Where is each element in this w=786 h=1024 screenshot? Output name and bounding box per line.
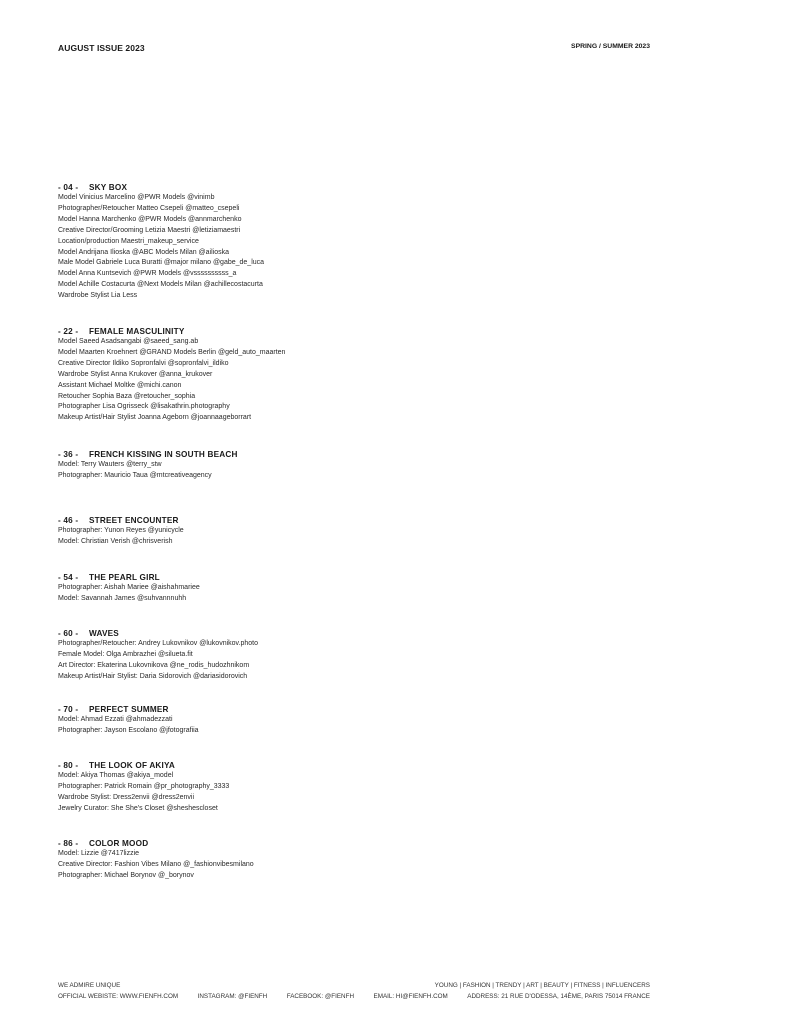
credit-section xyxy=(58,628,258,683)
credit-line: Model: Akiya Thomas @akiya_model xyxy=(58,772,174,779)
credit-line: Wardrobe Stylist Lia Less xyxy=(58,292,138,300)
page-number: - 60 - xyxy=(58,629,79,638)
credit-line: Wardrobe Stylist Anna Krukover @anna_krukover xyxy=(58,370,213,378)
credit-section xyxy=(58,515,184,548)
credit-line: Model: Terry Wauters @terry_stw xyxy=(58,461,162,468)
credit-line: Model Anna Kuntsevich @PWR Models @vssssssssss_a xyxy=(58,270,237,278)
credit-line: Model Saeed Asadsangabi @saeed_sang.ab xyxy=(58,338,199,345)
credit-line: Creative Director/Grooming Letizia Maestri @letiziamaestri xyxy=(58,226,241,234)
credit-line: Creative Director: Fashion Vibes Milano @_fashionvibesmilano xyxy=(58,860,254,868)
section-heading xyxy=(58,515,184,526)
credit-line: Photographer: Aishah Mariee @aishahmariee xyxy=(58,584,200,591)
footer-address: ADDRESS: 21 RUE D'ODESSA, 14ÈME, PARIS 75014 FRANCE xyxy=(467,993,650,1000)
credit-section xyxy=(58,182,264,302)
section-heading xyxy=(58,326,285,337)
page-number: - 86 - xyxy=(58,839,79,848)
credit-line: Photographer: Michael Borynov @_borynov xyxy=(58,871,194,879)
credit-line: Makeup Artist/Hair Stylist: Daria Sidorovich @dariasidorovich xyxy=(58,672,248,680)
credit-line: Creative Director Ildiko Sopronfalvi @sopronfalvi_ildiko xyxy=(58,359,229,367)
section-heading xyxy=(58,838,254,849)
credit-line: Art Director: Ekaterina Lukovnikova @ne_rodis_hudozhnikom xyxy=(58,661,250,669)
credit-line: Location/production Maestri_makeup_service xyxy=(58,237,199,245)
credit-line: Photographer/Retoucher Matteo Csepeli @matteo_csepeli xyxy=(58,204,240,212)
section-title: FEMALE MASCULINITY xyxy=(89,327,185,336)
credit-line: Wardrobe Stylist: Dress2envii @dress2envii xyxy=(58,793,195,801)
page-number: - 54 - xyxy=(58,573,79,582)
credit-line: Model Maarten Kroehnert @GRAND Models Berlin @geld_auto_maarten xyxy=(58,348,286,356)
section-heading xyxy=(58,628,258,639)
page-number: - 36 - xyxy=(58,450,79,459)
section-heading xyxy=(58,572,200,583)
page-number: - 46 - xyxy=(58,516,79,525)
footer-tagline: WE ADMIRE UNIQUE xyxy=(58,982,121,989)
credit-line: Photographer: Patrick Romain @pr_photography_3333 xyxy=(58,782,230,790)
page-number: - 70 - xyxy=(58,705,79,714)
section-heading xyxy=(58,182,264,193)
credit-section xyxy=(58,449,238,482)
section-title: THE LOOK OF AKIYA xyxy=(89,761,176,770)
credit-line: Model: Savannah James @suhvannnuhh xyxy=(58,594,187,602)
footer-instagram[interactable]: INSTAGRAM: @FIENFH xyxy=(197,993,268,1000)
credit-line: Makeup Artist/Hair Stylist Joanna Ageborn @joannaageborrart xyxy=(58,414,252,422)
credit-line: Photographer: Jayson Escolano @jfotografiia xyxy=(58,726,199,734)
credit-line: Male Model Gabriele Luca Buratti @major milano @gabe_de_luca xyxy=(58,259,265,267)
credit-line: Model Achille Costacurta @Next Models Milan @achillecostacurta xyxy=(58,281,263,289)
season-label: SPRING / SUMMER 2023 xyxy=(571,43,650,50)
credit-line: Photographer/Retoucher: Andrey Lukovnikov @lukovnikov.photo xyxy=(58,640,258,647)
credit-section xyxy=(58,326,285,424)
footer-categories: YOUNG | FASHION | TRENDY | ART | BEAUTY | FITNESS | INFLUENCERS xyxy=(434,982,650,989)
footer-contact-row xyxy=(58,993,650,1000)
credit-section xyxy=(58,572,200,605)
credit-line: Model Vinicius Marcelino @PWR Models @vinimb xyxy=(58,194,215,201)
credit-line: Photographer: Yunon Reyes @yunicycle xyxy=(58,527,184,534)
section-title: THE PEARL GIRL xyxy=(89,573,160,582)
credit-line: Model: Lizzie @7417lizzie xyxy=(58,850,140,857)
section-title: FRENCH KISSING IN SOUTH BEACH xyxy=(89,450,238,459)
credit-section xyxy=(58,704,199,737)
section-heading xyxy=(58,760,229,771)
credit-line: Model Andrijana Ilioska @ABC Models Milan @ailioska xyxy=(58,248,230,256)
footer-facebook[interactable]: FACEBOOK: @FIENFH xyxy=(286,993,354,1000)
section-title: SKY BOX xyxy=(89,183,128,192)
section-title: PERFECT SUMMER xyxy=(89,705,169,714)
footer-email[interactable]: EMAIL: HI@FIENFH.COM xyxy=(373,993,448,1000)
page-number: - 80 - xyxy=(58,761,79,770)
credit-line: Photographer: Mauricio Taua @mtcreativeagency xyxy=(58,471,212,479)
credit-line: Jewelry Curator: She She's Closet @sheshescloset xyxy=(58,804,218,812)
credit-section xyxy=(58,838,254,882)
credit-section xyxy=(58,760,229,815)
credit-line: Photographer Lisa Ogrisseck @lisakathrin.photography xyxy=(58,403,230,411)
page-number: - 04 - xyxy=(58,183,79,192)
section-title: STREET ENCOUNTER xyxy=(89,516,179,525)
credit-line: Model: Christian Verish @chrisverish xyxy=(58,537,173,545)
credit-line: Retoucher Sophia Baza @retoucher_sophia xyxy=(58,392,196,400)
credit-line: Assistant Michael Moltke @michi.canon xyxy=(58,381,182,389)
issue-title: AUGUST ISSUE 2023 xyxy=(58,43,145,53)
credit-line: Model: Ahmad Ezzati @ahmadezzati xyxy=(58,716,173,723)
section-heading xyxy=(58,449,238,460)
page-number: - 22 - xyxy=(58,327,79,336)
section-heading xyxy=(58,704,199,715)
footer-website[interactable]: OFFICIAL WEBISTE: WWW.FIENFH.COM xyxy=(58,993,179,1000)
section-title: COLOR MOOD xyxy=(89,839,149,848)
credit-line: Model Hanna Marchenko @PWR Models @annmarchenko xyxy=(58,215,242,223)
credit-line: Female Model: Olga Ambrazhei @silueta.fit xyxy=(58,650,193,658)
section-title: WAVES xyxy=(89,629,119,638)
